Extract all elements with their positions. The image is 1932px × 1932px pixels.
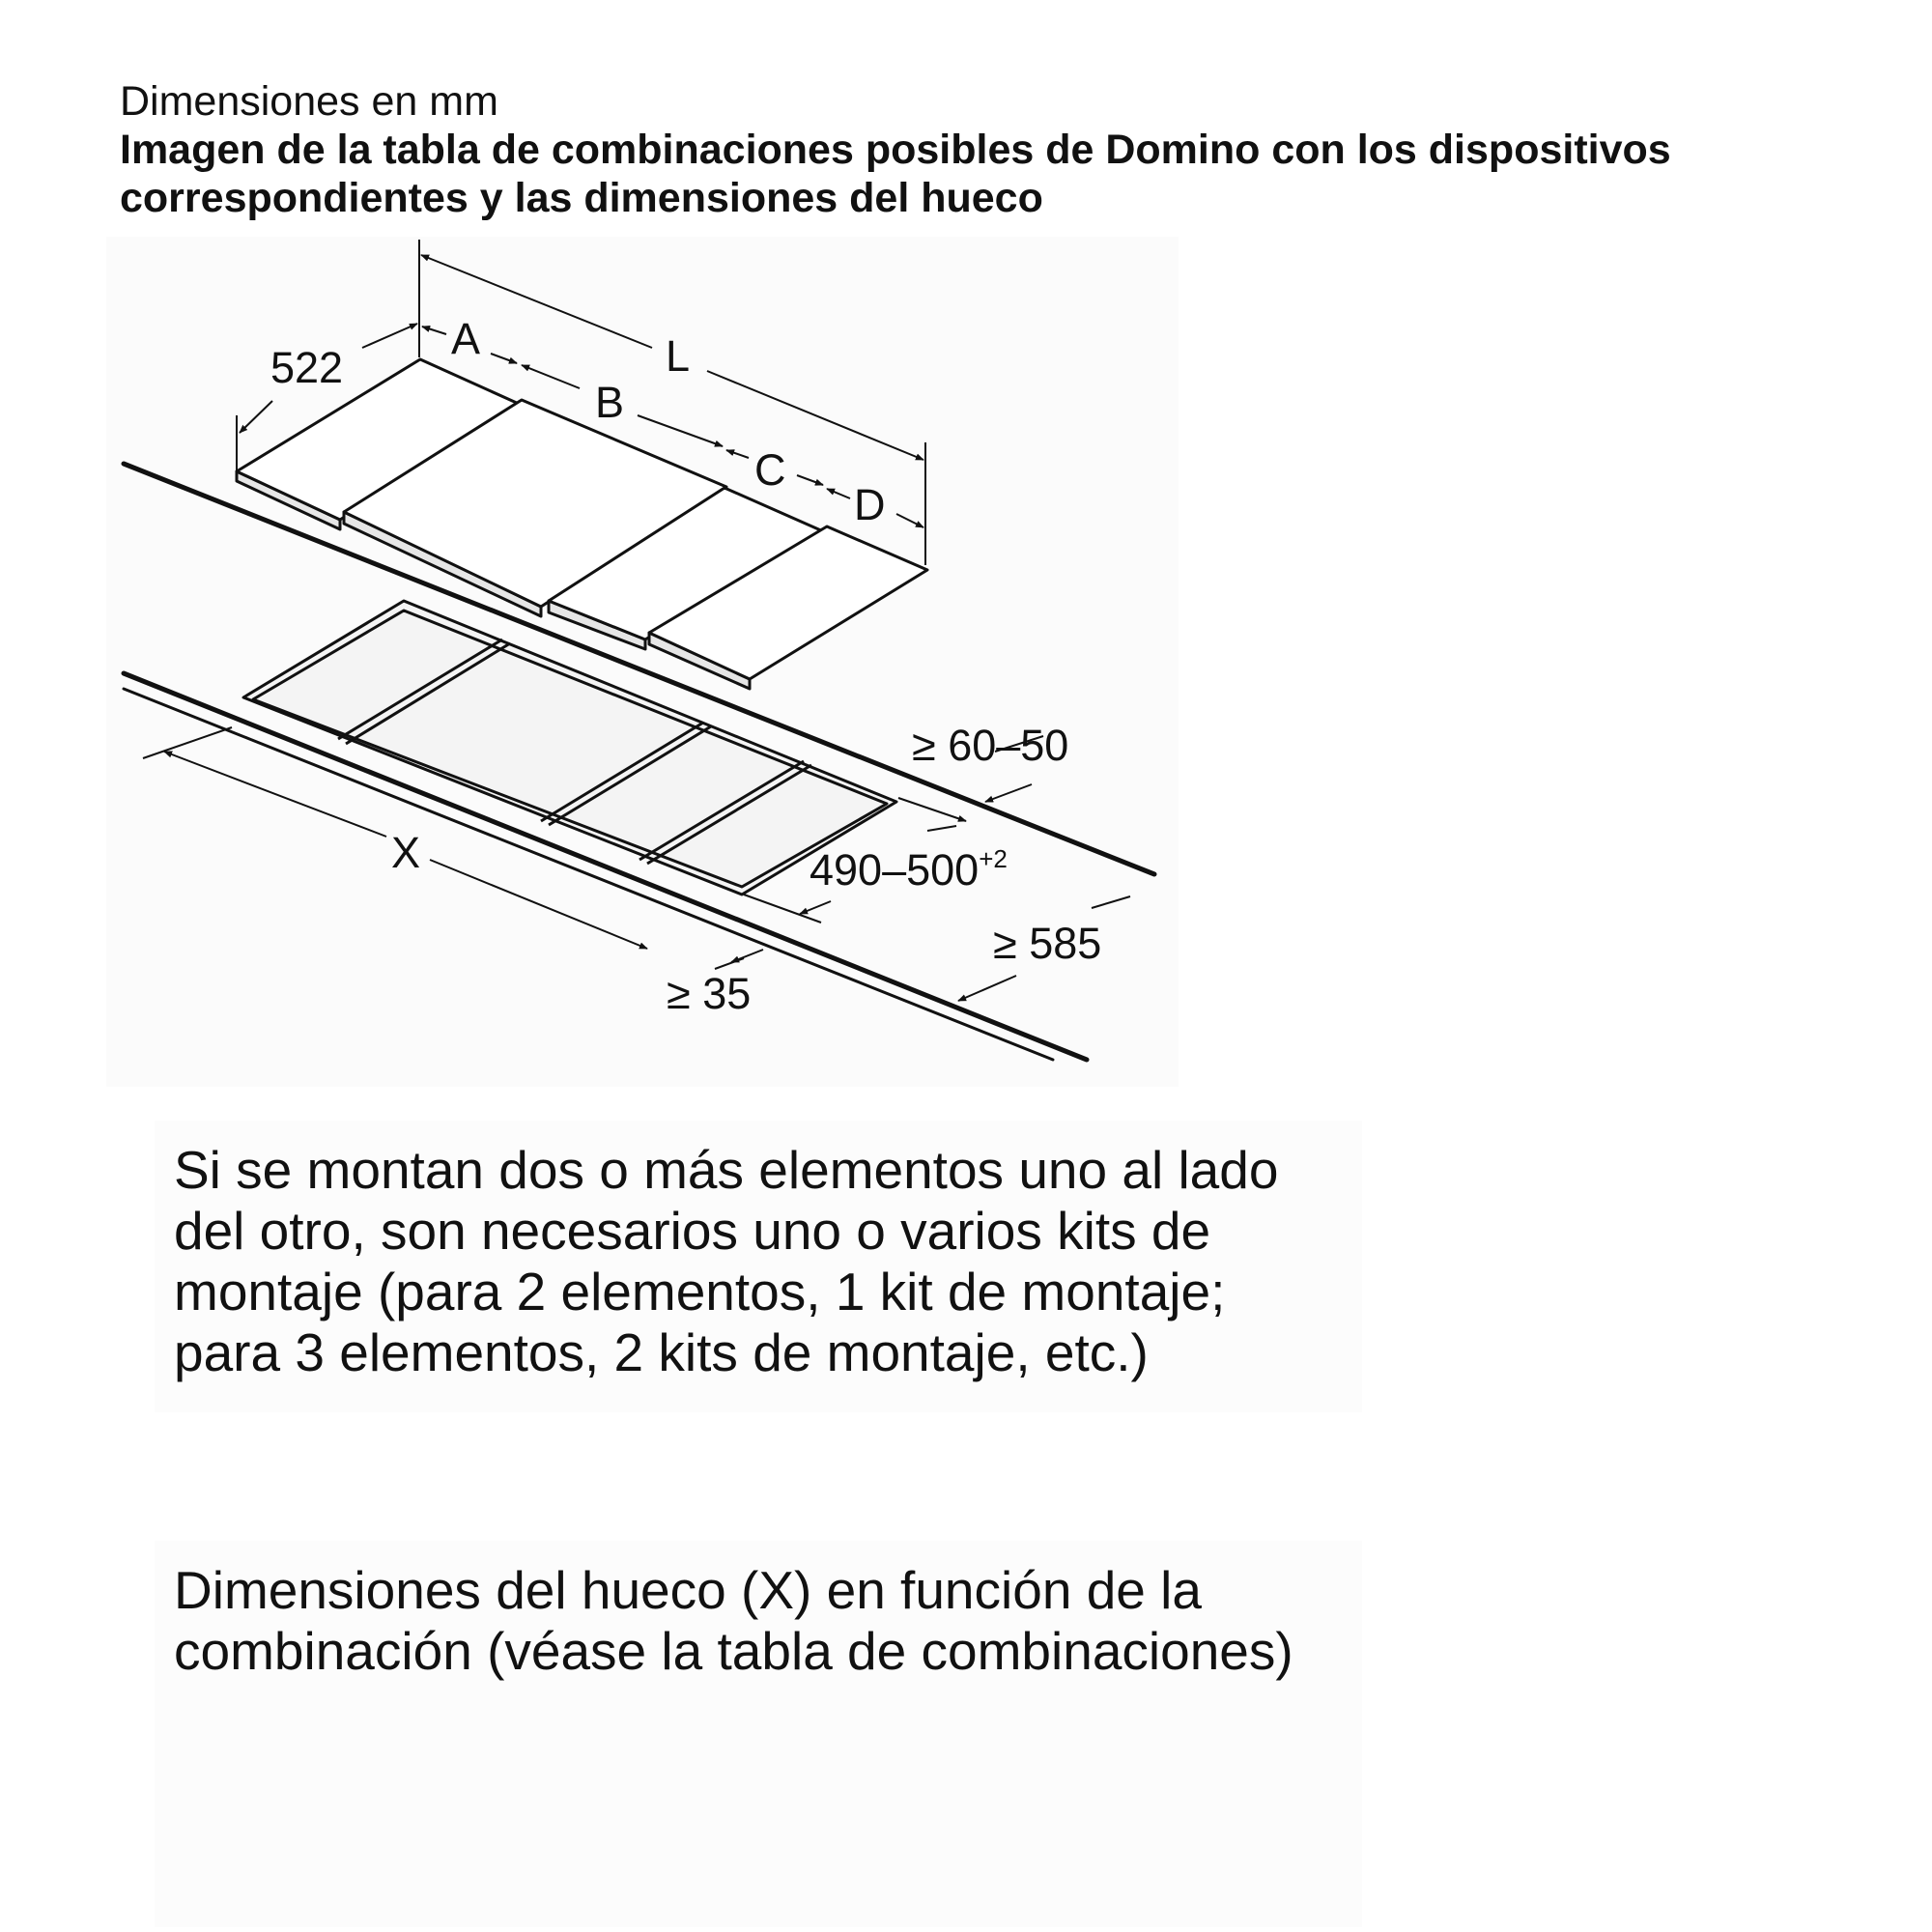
label-min-worktop: ≥ 585 xyxy=(993,919,1102,968)
page-title: Imagen de la tabla de combinaciones posibles de Domino con los dispositivos correspondientes y las dimensiones del hueco xyxy=(120,127,1671,221)
units-caption: Dimensiones en mm xyxy=(120,78,498,125)
cutout-note xyxy=(155,1541,1362,1927)
mounting-kit-note xyxy=(155,1121,1362,1412)
label-l: L xyxy=(666,331,691,381)
label-b: B xyxy=(595,378,625,427)
label-min-back: ≥ 35 xyxy=(667,969,752,1018)
cutout-text: Dimensiones del hueco (X) en función de la combinación (véase la tabla de combinaciones) xyxy=(174,1560,1293,1681)
cutout-depth-tolerance: +2 xyxy=(979,844,1008,873)
cutout-depth-value: 490–500 xyxy=(810,845,980,895)
mounting-kit-text: Si se montan dos o más elementos uno al lado del otro, son necesarios uno o varios kits de montaje (para 2 elementos, 1 kit de montaje; para 3 elementos, 2 kits de montaje, etc.) xyxy=(174,1140,1279,1382)
label-cutout-depth xyxy=(810,844,1008,895)
label-a: A xyxy=(451,314,481,363)
label-x: X xyxy=(391,828,421,877)
label-d: D xyxy=(854,480,886,529)
label-522: 522 xyxy=(270,343,344,392)
label-c: C xyxy=(754,445,786,495)
label-min-front: ≥ 60–50 xyxy=(912,721,1069,770)
